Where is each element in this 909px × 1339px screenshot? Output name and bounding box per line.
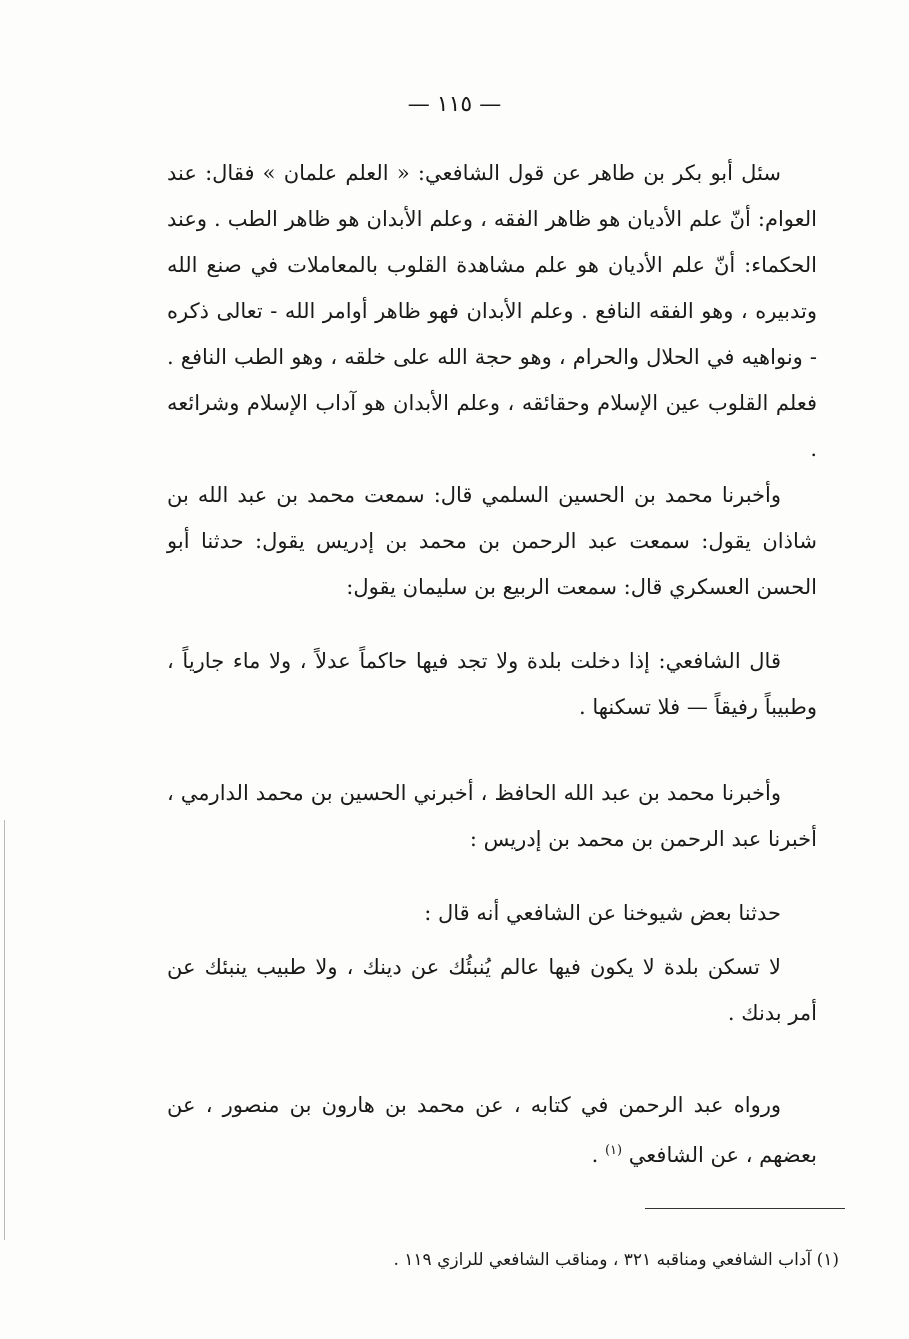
paragraph-1: سئل أبو بكر بن طاهر عن قول الشافعي: « العلم علمان » فقال: عند العوام: أنّ علم الأديان هو ظاهر الفقه ، وعلم الأبدان هو ظاهر الطب . وعند الحكماء: أنّ علم الأديان هو علم مشاهدة القلوب بالمعاملات في صنع الله وتدبيره ، وهو الفقه النافع . وعلم الأبدان فهو ظاهر أوامر الله - تعالى ذكره - ونواهيه في الحلال والحرام ، وهو حجة الله على خلقه ، وهو الطب النافع . فعلم القلوب عين الإسلام وحقائقه ، وعلم الأبدان هو آداب الإسلام وشرائعه . xyxy=(167,161,817,461)
paragraph-6: لا تسكن بلدة لا يكون فيها عالم يُنبئُك عن دينك ، ولا طبيب ينبئك عن أمر بدنك . xyxy=(167,955,817,1025)
footnote: (١) آداب الشافعي ومناقبه ٣٢١ ، ومناقب الشافعي للرازي ١١٩ . xyxy=(393,1250,839,1270)
paragraph-7 xyxy=(167,1082,817,1178)
paragraph-5: حدثنا بعض شيوخنا عن الشافعي أنه قال : xyxy=(424,901,781,925)
paragraph-7-text: ورواه عبد الرحمن في كتابه ، عن محمد بن هارون بن منصور ، عن بعضهم ، عن الشافعي xyxy=(167,1093,817,1167)
footnote-marker: (١) xyxy=(604,1143,623,1158)
page-number: — ١١٥ — xyxy=(407,92,502,117)
scan-edge-line xyxy=(4,820,5,1240)
paragraph-3: قال الشافعي: إذا دخلت بلدة ولا تجد فيها حاكماً عدلاً ، ولا ماء جارياً ، وطبيباً رفيقاً — فلا تسكنها . xyxy=(167,649,817,719)
paragraph-4: وأخبرنا محمد بن عبد الله الحافظ ، أخبرني الحسين بن محمد الدارمي ، أخبرنا عبد الرحمن بن محمد بن إدريس : xyxy=(167,781,817,851)
paragraph-7-end: . xyxy=(591,1143,605,1167)
paragraph-2: وأخبرنا محمد بن الحسين السلمي قال: سمعت محمد بن عبد الله بن شاذان يقول: سمعت عبد الرحمن بن محمد بن إدريس يقول: حدثنا أبو الحسن العسكري قال: سمعت الربيع بن سليمان يقول: xyxy=(167,483,817,599)
footnote-divider xyxy=(645,1208,845,1209)
